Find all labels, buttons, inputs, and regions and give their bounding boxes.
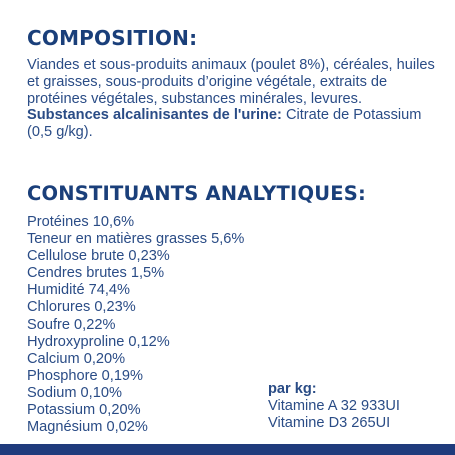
analytical-item: Calcium 0,20% [27,350,126,367]
analytical-item: Potassium 0,20% [27,402,141,419]
composition-text [27,57,447,141]
analytical-item: Cellulose brute 0,23% [27,248,170,265]
analytical-item: Hydroxyproline 0,12% [27,333,170,350]
composition-ingredients: Viandes et sous-produits animaux (poulet 8%), céréales, huiles et graisses, sous-produits d’origine végétale, extraits de protéines végétales, substances minérales, levures. [27,57,435,107]
analytical-item: Sodium 0,10% [27,384,122,401]
alkalinizing-text: Citrate de Potassium (0,5 g/kg). [27,107,422,141]
analytical-item: Protéines 10,6% [27,214,135,230]
analytical-item: Humidité 74,4% [27,282,131,299]
composition-heading: COMPOSITION: [27,26,198,50]
analytical-item: Chlorures 0,23% [27,299,136,316]
analytical-item: Soufre 0,22% [27,316,116,333]
analytical-item: Magnésium 0,02% [27,419,148,436]
composition-alkalinizing [27,107,447,141]
analytical-item: Cendres brutes 1,5% [27,265,165,282]
bottom-bar [0,444,455,455]
vitamin-item: Vitamine A 32 933UI [268,398,400,415]
vitamin-item: Vitamine D3 265UI [268,415,391,432]
alkalinizing-label: Substances alcalinisantes de l'urine: [27,107,282,124]
vitamins-list [268,381,400,432]
analytical-list [27,214,244,436]
analytical-item: Teneur en matières grasses 5,6% [27,231,245,248]
analytical-item: Phosphore 0,19% [27,367,144,384]
per-kg-title: par kg: [268,381,317,397]
analytical-heading: CONSTITUANTS ANALYTIQUES: [27,182,367,205]
